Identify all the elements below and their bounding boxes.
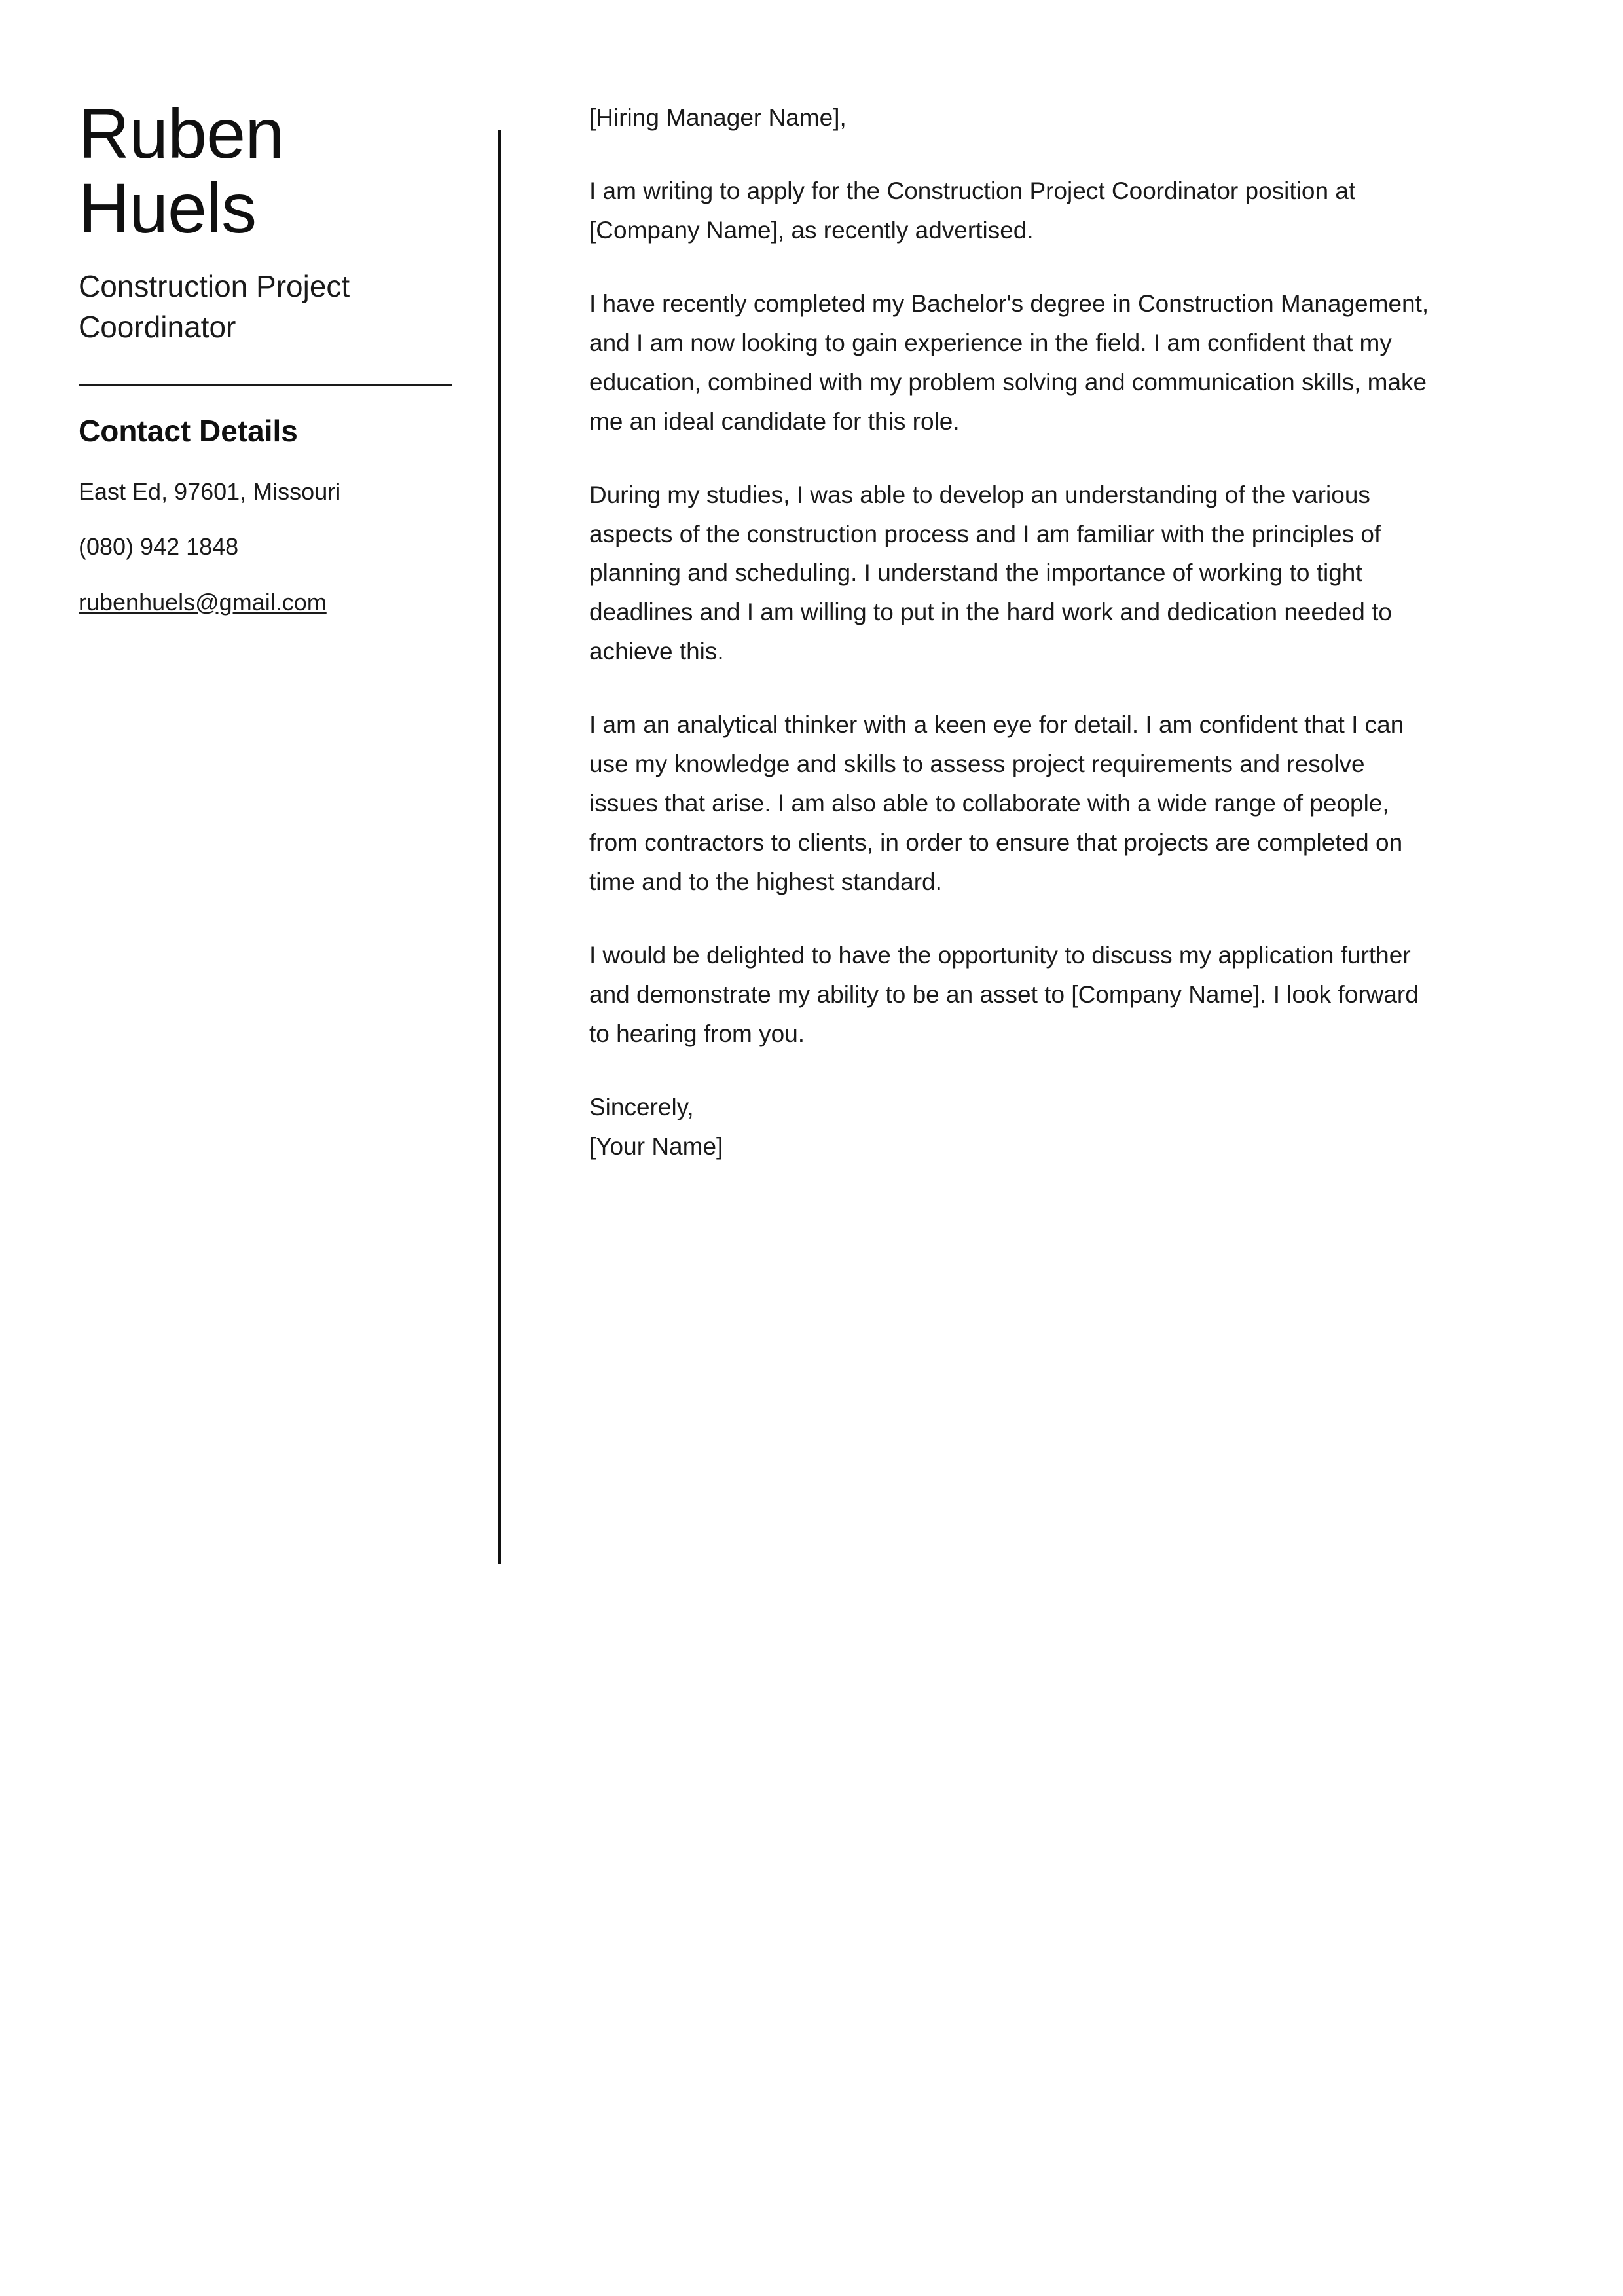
letter-paragraph-2: I have recently completed my Bachelor's degree in Construction Management, and I am now looking to gain experience in the field. I am confident that my education, combined with my problem solving and communication skills, make me an ideal candidate for this role.: [589, 289, 1429, 435]
letter-paragraph-1: I am writing to apply for the Construction Project Coordinator position at [Company Name], as recently advertised.: [589, 177, 1356, 244]
last-name: Huels: [79, 168, 257, 248]
sidebar: [0, 94, 498, 640]
page-layout: [0, 94, 1623, 1200]
letter-body: [589, 98, 1434, 1166]
contact-details-heading: Contact Details: [79, 414, 298, 449]
vertical-rule: [498, 130, 501, 1564]
letter-signature: [Your Name]: [589, 1132, 723, 1160]
letter-column: [498, 98, 1623, 1200]
letter-closing: Sincerely,: [589, 1093, 694, 1120]
contact-phone: (080) 942 1848: [79, 533, 239, 561]
applicant-name: [79, 94, 471, 248]
letter-paragraph-3: During my studies, I was able to develop an understanding of the various aspects of the construction process and I am familiar with the principles of planning and scheduling. I understand the importance of working to tight deadlines and I am willing to put in the hard work and dedication needed to achieve this.: [589, 481, 1392, 665]
letter-paragraph-4: I am an analytical thinker with a keen eye for detail. I am confident that I can use my knowledge and skills to assess project requirements and resolve issues that arise. I am also able to collaborate with a wide range of people, from contractors to clients, in order to ensure that projects are completed on time and to the highest standard.: [589, 711, 1404, 895]
job-title: Construction Project Coordinator: [79, 269, 350, 344]
sidebar-divider: [79, 384, 452, 386]
contact-email-row: [79, 585, 471, 620]
first-name: Ruben: [79, 94, 284, 173]
letter-salutation: [Hiring Manager Name],: [589, 104, 847, 131]
contact-email-link[interactable]: rubenhuels@gmail.com: [79, 588, 327, 616]
contact-address: East Ed, 97601, Missouri: [79, 478, 341, 506]
letter-paragraph-5: I would be delighted to have the opportunity to discuss my application further and demonstrate my ability to be an asset to [Company Name]. I look forward to hearing from you.: [589, 941, 1419, 1047]
